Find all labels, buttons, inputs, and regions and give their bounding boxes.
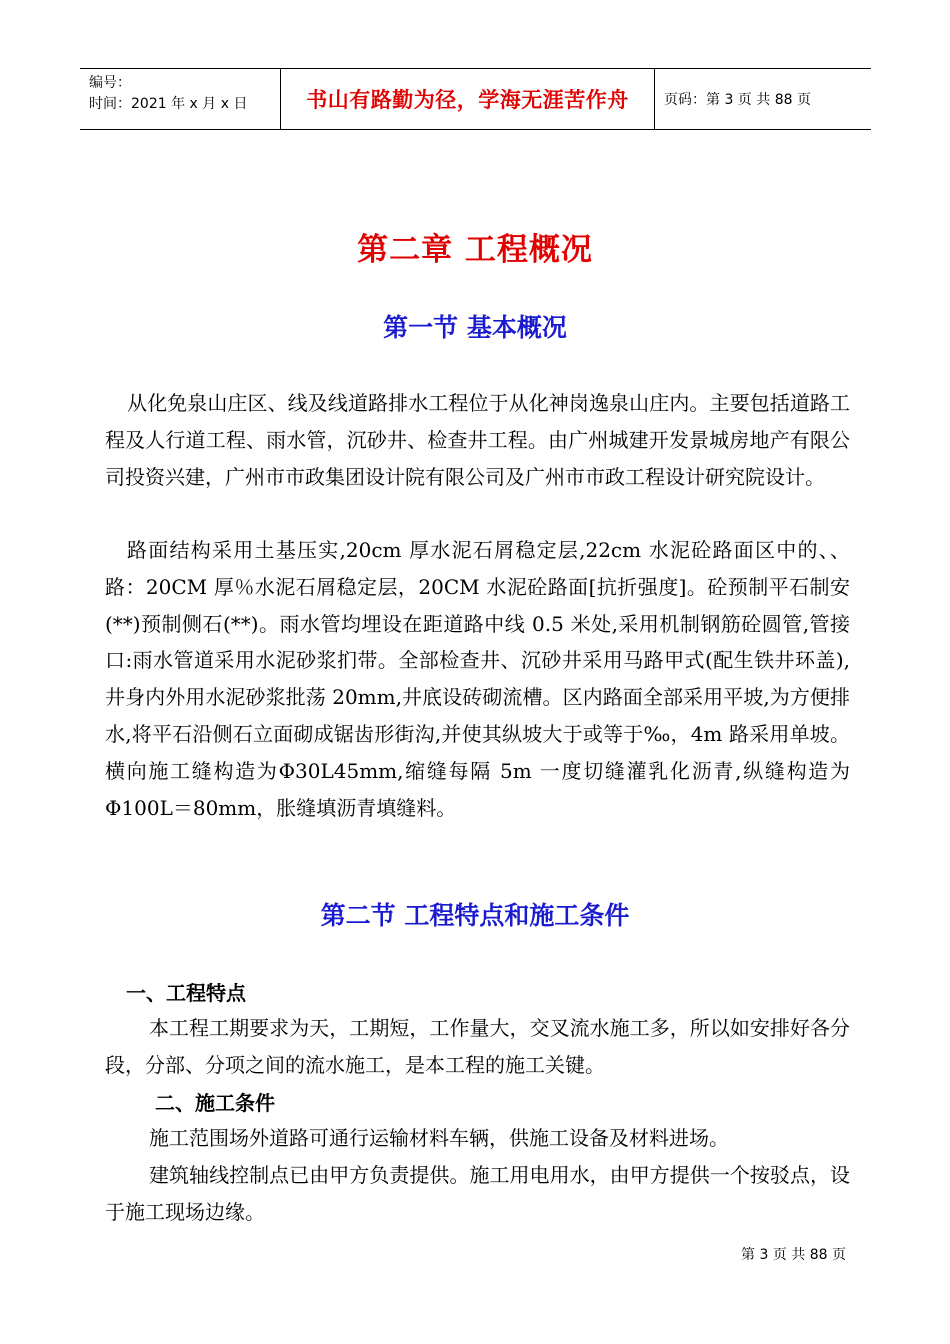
document-number: 编号：	[89, 75, 131, 91]
document-date: 时间：2021 年 x 月 x 日	[89, 96, 248, 112]
header-page-info: 页码：第 3 页 共 88 页	[664, 92, 811, 108]
page-header	[80, 68, 871, 130]
section-title-basic-overview: 第一节 基本概况	[383, 313, 567, 342]
paragraph-conditions-transport: 施工范围场外道路可通行运输材料车辆，供施工设备及材料进场。	[149, 1126, 729, 1150]
paragraph-structure: 路面结构采用土基压实,20cm 厚水泥石屑稳定层,22cm 水泥砼路面区中的、、路：20CM 厚％水泥石屑稳定层，20CM 水泥砼路面[抗折强度]。砼预制平石制安(**)预制侧石(**)。雨水管均埋设在距道路中线 0.5 米处,采用机制钢筋砼圆管,管接口:雨水管道采用水泥砂浆扪带。全部检查井、沉砂井采用马路甲式(配生铁井环盖),井身内外用水泥砂浆批荡 20mm,井底设砖砌流槽。区内路面全部采用平坡,为方便排水,将平石沿侧石立面砌成锯齿形街沟,并使其纵坡大于或等于‰，4m 路采用单坡。横向施工缝构造为Φ30L45mm,缩缝每隔 5m 一度切缝灌乳化沥青,纵缝构造为Φ100L＝80mm，胀缝填沥青填缝料。	[105, 538, 850, 820]
page-footer: 第 3 页 共 88 页	[741, 1247, 846, 1263]
paragraph-overview: 从化免泉山庄区、线及线道路排水工程位于从化神岗逸泉山庄内。主要包括道路工程及人行道工程、雨水管，沉砂井、检查井工程。由广州城建开发景城房地产有限公司投资兴建，广州市市政集团设计院有限公司及广州市市政工程设计研究院设计。	[105, 391, 850, 489]
paragraph-conditions-utilities: 建筑轴线控制点已由甲方负责提供。施工用电用水，由甲方提供一个按驳点，设于施工现场边缘。	[105, 1163, 850, 1224]
header-motto: 书山有路勤为径，学海无涯苦作舟	[281, 69, 655, 129]
chapter-title: 第二章 工程概况	[357, 232, 593, 268]
paragraph-features: 本工程工期要求为天，工期短，工作量大，交叉流水施工多，所以如安排好各分段，分部、分项之间的流水施工，是本工程的施工关键。	[105, 1016, 850, 1077]
header-meta	[80, 69, 281, 129]
subheading-features: 一、工程特点	[126, 981, 246, 1005]
section-title-features-conditions: 第二节 工程特点和施工条件	[320, 901, 630, 930]
subheading-conditions: 二、施工条件	[155, 1091, 275, 1115]
